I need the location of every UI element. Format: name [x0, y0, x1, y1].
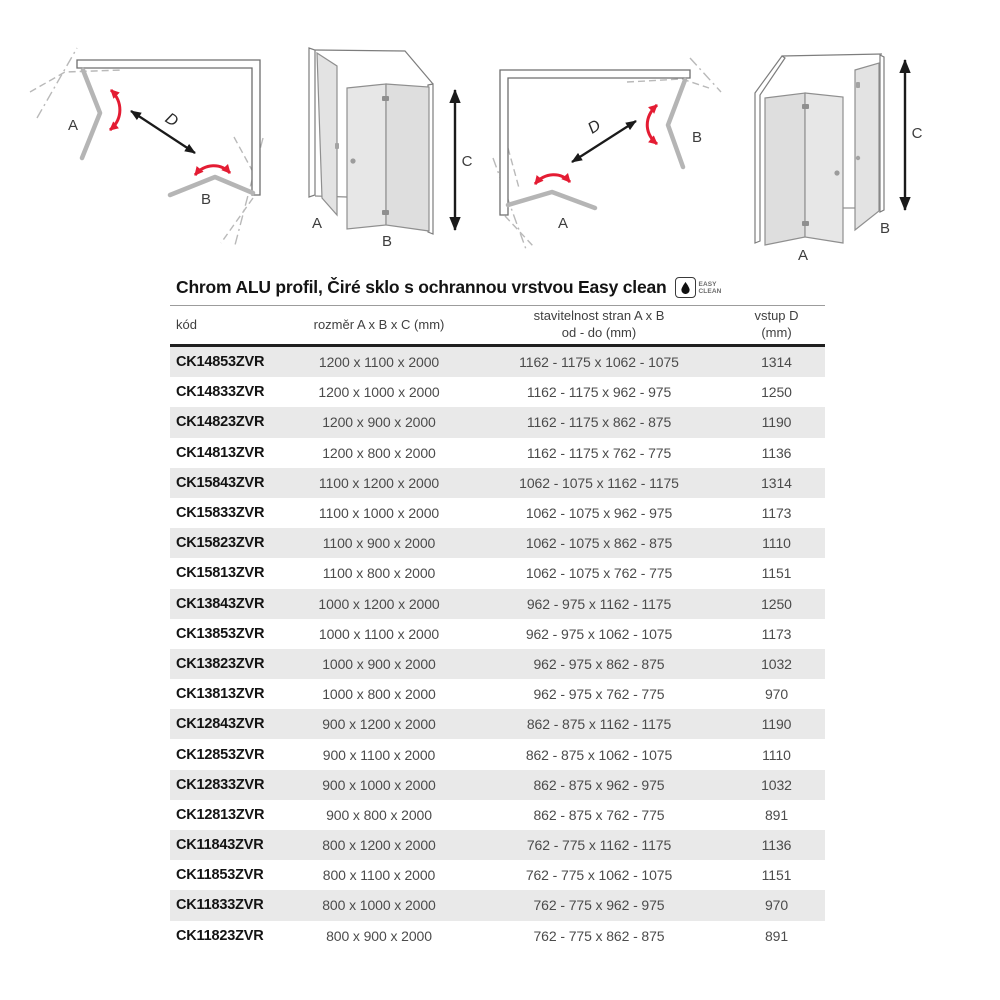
cell-code: CK13853ZVR: [176, 625, 265, 642]
cell-size: 900 x 1000 x 2000: [322, 776, 436, 793]
label-b: B: [879, 220, 891, 237]
cell-adjust: 962 - 975 x 762 - 775: [533, 686, 665, 703]
cell-entry: 1136: [761, 837, 792, 854]
wall-outline: [500, 70, 690, 215]
easy-clean-badge: [675, 277, 722, 298]
hinge-icon: [856, 82, 860, 88]
label-b: B: [200, 191, 212, 208]
easy-clean-label-line2: CLEAN: [698, 287, 722, 295]
cell-code: CK11833ZVR: [176, 897, 264, 914]
table-row: [170, 407, 825, 437]
cell-size: 1200 x 800 x 2000: [322, 444, 436, 461]
cell-adjust: 962 - 975 x 1062 - 1075: [525, 625, 673, 642]
knob-icon: [834, 170, 839, 175]
drop-icon: [680, 281, 691, 294]
bifold-right-panel: [805, 93, 843, 243]
cell-size: 1100 x 900 x 2000: [322, 535, 436, 552]
bifold-left-panel: [347, 84, 386, 229]
table-row: [170, 438, 825, 468]
table-row: [170, 468, 825, 498]
cell-adjust: 962 - 975 x 862 - 875: [533, 655, 665, 672]
door-panel-a: [508, 192, 595, 208]
cell-entry: 1250: [761, 595, 792, 612]
cell-entry: 891: [764, 806, 789, 823]
easy-clean-label: [699, 281, 722, 295]
table-row: [170, 890, 825, 920]
cell-size: 800 x 1200 x 2000: [322, 837, 436, 854]
cell-entry: 1314: [761, 354, 792, 371]
door-panel-b: [668, 80, 685, 167]
cell-code: CK15843ZVR: [176, 474, 265, 491]
cell-code: CK14813ZVR: [176, 444, 265, 461]
cell-entry: 1250: [761, 384, 792, 401]
cell-code: CK14853ZVR: [176, 354, 265, 371]
title-row: [176, 277, 721, 298]
cell-adjust: 1162 - 1175 x 762 - 775: [526, 444, 672, 461]
cell-size: 800 x 1100 x 2000: [322, 867, 436, 884]
cell-code: CK12833ZVR: [176, 776, 265, 793]
header-entry: [728, 306, 825, 346]
swing-arrow-b-icon: [195, 166, 230, 175]
cell-entry: 1190: [761, 414, 792, 431]
table-row: [170, 679, 825, 709]
table-row: [170, 860, 825, 890]
cell-size: 1200 x 900 x 2000: [322, 414, 436, 431]
cell-adjust: 962 - 975 x 1162 - 1175: [526, 595, 672, 612]
cell-adjust: 762 - 775 x 962 - 975: [533, 897, 665, 914]
cell-entry: 1151: [761, 565, 792, 582]
label-a: A: [311, 215, 323, 232]
cell-code: CK11853ZVR: [176, 867, 264, 884]
bifold-left-panel: [765, 93, 805, 245]
header-entry-line2: (mm): [761, 325, 792, 340]
door-panel-a: [82, 70, 100, 158]
cell-entry: 1032: [761, 655, 792, 672]
cell-adjust: 762 - 775 x 1162 - 1175: [526, 837, 672, 854]
table-row: [170, 649, 825, 679]
cell-size: 1100 x 1000 x 2000: [318, 505, 440, 522]
cell-size: 1200 x 1000 x 2000: [318, 384, 440, 401]
open-position-dashed-lines: [30, 48, 263, 245]
label-a: A: [797, 247, 809, 264]
cell-adjust: 862 - 875 x 962 - 975: [533, 776, 665, 793]
label-b: B: [691, 129, 703, 146]
label-d: D: [585, 116, 605, 138]
hinge-icon: [382, 210, 389, 215]
cell-entry: 1110: [762, 746, 791, 763]
knob-icon: [350, 158, 355, 163]
table-row: [170, 377, 825, 407]
header-size: rozměr A x B x C (mm): [288, 306, 470, 346]
header-entry-line1: vstup D: [754, 308, 799, 324]
table-row: [170, 830, 825, 860]
table-row: [170, 619, 825, 649]
cell-code: CK15833ZVR: [176, 505, 265, 522]
cell-adjust: 862 - 875 x 762 - 775: [533, 806, 665, 823]
cell-code: CK14833ZVR: [176, 384, 265, 401]
label-a: A: [67, 117, 79, 134]
header-adjust-line2: od - do (mm): [561, 325, 637, 340]
table-row: [170, 921, 825, 951]
iso-view-right-diagram: [740, 30, 940, 265]
cell-size: 1100 x 800 x 2000: [322, 565, 436, 582]
label-d: D: [161, 109, 181, 131]
table-row: [170, 346, 825, 378]
cell-code: CK13813ZVR: [176, 686, 265, 703]
cell-adjust: 1162 - 1175 x 962 - 975: [526, 384, 672, 401]
cell-code: CK14823ZVR: [176, 414, 265, 431]
door-panel-b: [170, 177, 253, 195]
cell-entry: 1314: [761, 474, 792, 491]
cell-adjust: 1062 - 1075 x 762 - 775: [525, 565, 673, 582]
label-c: C: [911, 125, 923, 142]
cell-entry: 1136: [761, 444, 792, 461]
cell-adjust: 1162 - 1175 x 1062 - 1075: [519, 354, 679, 371]
cell-size: 1100 x 1200 x 2000: [318, 474, 440, 491]
easy-clean-box: [675, 277, 696, 298]
header-adjust-line1: stavitelnost stran A x B: [533, 308, 665, 324]
cell-size: 1000 x 1200 x 2000: [318, 595, 440, 612]
table-row: [170, 498, 825, 528]
swing-arrow-b-icon: [647, 105, 657, 144]
table-row: [170, 589, 825, 619]
cell-code: CK12813ZVR: [176, 806, 265, 823]
cell-adjust: 1062 - 1075 x 962 - 975: [525, 505, 673, 522]
swing-arrow-a-icon: [535, 175, 570, 184]
top-view-right-diagram: [485, 30, 730, 265]
easy-clean-label-line1: EASY: [698, 280, 717, 288]
bifold-right-panel: [386, 84, 429, 231]
knob-icon: [856, 156, 860, 160]
hinge-icon: [335, 143, 339, 149]
cell-adjust: 762 - 775 x 1062 - 1075: [525, 867, 673, 884]
cell-code: CK15813ZVR: [176, 565, 265, 582]
table-row: [170, 528, 825, 558]
spec-table-header: [170, 306, 825, 346]
cell-entry: 970: [764, 686, 789, 703]
cell-size: 1000 x 900 x 2000: [322, 655, 436, 672]
cell-adjust: 762 - 775 x 862 - 875: [533, 927, 665, 944]
cell-entry: 891: [764, 927, 789, 944]
table-row: [170, 709, 825, 739]
cell-code: CK11823ZVR: [176, 927, 264, 944]
door-panel-b: [855, 63, 879, 230]
hinge-icon: [802, 104, 809, 109]
label-b: B: [381, 233, 393, 250]
cell-code: CK15823ZVR: [176, 535, 265, 552]
table-row: [170, 770, 825, 800]
cell-adjust: 862 - 875 x 1162 - 1175: [526, 716, 672, 733]
cell-size: 1000 x 1100 x 2000: [318, 625, 440, 642]
table-body: [170, 346, 825, 951]
cell-entry: 1173: [761, 625, 792, 642]
cell-entry: 1032: [761, 776, 792, 793]
cell-adjust: 1062 - 1075 x 1162 - 1175: [519, 474, 679, 491]
header-code: kód: [170, 306, 288, 346]
cell-adjust: 1062 - 1075 x 862 - 875: [525, 535, 673, 552]
cell-code: CK13843ZVR: [176, 595, 265, 612]
cell-size: 1200 x 1100 x 2000: [318, 354, 440, 371]
cell-entry: 1190: [761, 716, 792, 733]
table-row: [170, 739, 825, 769]
cell-size: 800 x 1000 x 2000: [322, 897, 436, 914]
cell-entry: 1151: [761, 867, 792, 884]
cell-code: CK11843ZVR: [176, 837, 264, 854]
hinge-icon: [802, 221, 809, 226]
iso-view-left-diagram: [295, 30, 480, 255]
label-c: C: [461, 153, 473, 170]
cell-size: 900 x 1100 x 2000: [322, 746, 436, 763]
cell-size: 800 x 900 x 2000: [326, 927, 432, 944]
cell-entry: 1173: [761, 505, 792, 522]
cell-size: 1000 x 800 x 2000: [322, 686, 436, 703]
cell-adjust: 862 - 875 x 1062 - 1075: [525, 746, 673, 763]
cell-size: 900 x 1200 x 2000: [322, 716, 436, 733]
entry-width-arrow: [572, 121, 636, 162]
hinge-icon: [382, 96, 389, 101]
open-position-dashed-lines: [493, 58, 721, 252]
cell-entry: 1110: [762, 535, 791, 552]
table-row: [170, 800, 825, 830]
swing-arrow-a-icon: [110, 90, 120, 130]
header-adjust: [470, 306, 728, 346]
cell-code: CK12853ZVR: [176, 746, 265, 763]
door-panel-a: [317, 53, 337, 215]
label-a: A: [557, 215, 569, 232]
cell-adjust: 1162 - 1175 x 862 - 875: [526, 414, 672, 431]
cell-entry: 970: [764, 897, 789, 914]
section-title: Chrom ALU profil, Čiré sklo s ochrannou vrstvou Easy clean: [176, 277, 667, 297]
entry-width-arrow: [131, 111, 195, 153]
cell-code: CK13823ZVR: [176, 655, 265, 672]
cell-code: CK12843ZVR: [176, 716, 265, 733]
spec-table: [170, 305, 825, 951]
table-row: [170, 558, 825, 588]
top-view-left-diagram: [25, 30, 270, 265]
cell-size: 900 x 800 x 2000: [326, 806, 432, 823]
